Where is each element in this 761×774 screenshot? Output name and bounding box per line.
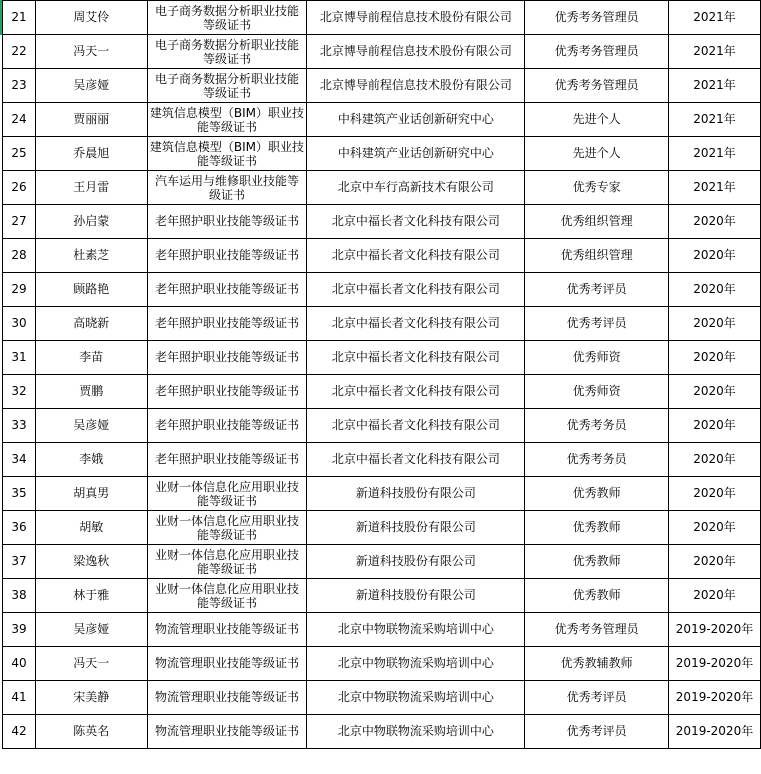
organization-cell[interactable]: 北京中福长者文化科技有限公司 [307, 273, 525, 307]
certificate-cell[interactable]: 老年照护职业技能等级证书 [147, 341, 307, 375]
table-row [3, 307, 761, 341]
year-cell[interactable]: 2019-2020年 [669, 613, 761, 647]
table-row [3, 1, 761, 35]
award-table [2, 0, 761, 749]
table-row [3, 103, 761, 137]
certificate-cell[interactable]: 建筑信息模型（BIM）职业技能等级证书 [147, 103, 307, 137]
table-row [3, 613, 761, 647]
certificate-cell[interactable]: 业财一体信息化应用职业技能等级证书 [147, 511, 307, 545]
year-cell[interactable]: 2020年 [669, 273, 761, 307]
name-cell[interactable]: 李娥 [35, 443, 147, 477]
certificate-cell[interactable]: 老年照护职业技能等级证书 [147, 239, 307, 273]
name-cell[interactable]: 顾路艳 [35, 273, 147, 307]
certificate-cell[interactable]: 电子商务数据分析职业技能等级证书 [147, 1, 307, 35]
year-cell[interactable]: 2019-2020年 [669, 647, 761, 681]
row-number-cell[interactable]: 22 [3, 35, 36, 69]
row-number-cell[interactable]: 40 [3, 647, 36, 681]
organization-cell[interactable]: 北京博导前程信息技术股份有限公司 [307, 35, 525, 69]
table-row [3, 341, 761, 375]
row-number-cell[interactable]: 41 [3, 681, 36, 715]
award-cell[interactable]: 优秀专家 [525, 171, 669, 205]
certificate-cell[interactable]: 业财一体信息化应用职业技能等级证书 [147, 545, 307, 579]
table-row [3, 35, 761, 69]
certificate-cell[interactable]: 业财一体信息化应用职业技能等级证书 [147, 477, 307, 511]
row-number-cell[interactable]: 23 [3, 69, 36, 103]
award-cell[interactable]: 优秀教师 [525, 477, 669, 511]
certificate-cell[interactable]: 电子商务数据分析职业技能等级证书 [147, 69, 307, 103]
name-cell[interactable]: 梁逸秋 [35, 545, 147, 579]
year-cell[interactable]: 2019-2020年 [669, 681, 761, 715]
organization-cell[interactable]: 新道科技股份有限公司 [307, 545, 525, 579]
year-cell[interactable]: 2021年 [669, 137, 761, 171]
award-cell[interactable]: 先进个人 [525, 103, 669, 137]
name-cell[interactable]: 乔晨旭 [35, 137, 147, 171]
name-cell[interactable]: 吴彦娅 [35, 69, 147, 103]
organization-cell[interactable]: 北京中物联物流采购培训中心 [307, 681, 525, 715]
row-number-cell[interactable]: 37 [3, 545, 36, 579]
organization-cell[interactable]: 北京中福长者文化科技有限公司 [307, 409, 525, 443]
organization-cell[interactable]: 北京中福长者文化科技有限公司 [307, 341, 525, 375]
row-number-cell[interactable]: 25 [3, 137, 36, 171]
award-cell[interactable]: 优秀考评员 [525, 273, 669, 307]
row-number-cell[interactable]: 35 [3, 477, 36, 511]
row-number-cell[interactable]: 29 [3, 273, 36, 307]
organization-cell[interactable]: 北京中物联物流采购培训中心 [307, 647, 525, 681]
name-cell[interactable]: 林于雅 [35, 579, 147, 613]
certificate-cell[interactable]: 业财一体信息化应用职业技能等级证书 [147, 579, 307, 613]
row-number-cell[interactable]: 31 [3, 341, 36, 375]
organization-cell[interactable]: 北京中福长者文化科技有限公司 [307, 205, 525, 239]
row-number-cell[interactable]: 21 [3, 1, 36, 35]
row-number-cell[interactable]: 42 [3, 715, 36, 749]
organization-cell[interactable]: 北京中福长者文化科技有限公司 [307, 375, 525, 409]
organization-cell[interactable]: 北京中车行高新技术有限公司 [307, 171, 525, 205]
year-cell[interactable]: 2020年 [669, 477, 761, 511]
table-row [3, 171, 761, 205]
table-row [3, 511, 761, 545]
year-cell[interactable]: 2020年 [669, 443, 761, 477]
certificate-cell[interactable]: 老年照护职业技能等级证书 [147, 307, 307, 341]
organization-cell[interactable]: 北京中福长者文化科技有限公司 [307, 443, 525, 477]
name-cell[interactable]: 胡真男 [35, 477, 147, 511]
award-cell[interactable]: 先进个人 [525, 137, 669, 171]
table-row [3, 715, 761, 749]
year-cell[interactable]: 2019-2020年 [669, 715, 761, 749]
award-cell[interactable]: 优秀师资 [525, 341, 669, 375]
row-number-cell[interactable]: 39 [3, 613, 36, 647]
row-number-cell[interactable]: 36 [3, 511, 36, 545]
organization-cell[interactable]: 新道科技股份有限公司 [307, 579, 525, 613]
table-row [3, 137, 761, 171]
certificate-cell[interactable]: 建筑信息模型（BIM）职业技能等级证书 [147, 137, 307, 171]
award-cell[interactable]: 优秀考务员 [525, 409, 669, 443]
name-cell[interactable]: 高晓新 [35, 307, 147, 341]
name-cell[interactable]: 贾鹏 [35, 375, 147, 409]
name-cell[interactable]: 冯天一 [35, 647, 147, 681]
row-number-cell[interactable]: 32 [3, 375, 36, 409]
year-cell[interactable]: 2020年 [669, 375, 761, 409]
certificate-cell[interactable]: 老年照护职业技能等级证书 [147, 443, 307, 477]
award-cell[interactable]: 优秀考务管理员 [525, 1, 669, 35]
certificate-cell[interactable]: 电子商务数据分析职业技能等级证书 [147, 35, 307, 69]
year-cell[interactable]: 2021年 [669, 35, 761, 69]
award-table-body [3, 1, 761, 749]
name-cell[interactable]: 陈英名 [35, 715, 147, 749]
row-number-cell[interactable]: 33 [3, 409, 36, 443]
table-row [3, 409, 761, 443]
year-cell[interactable]: 2021年 [669, 171, 761, 205]
row-number-cell[interactable]: 27 [3, 205, 36, 239]
table-row [3, 681, 761, 715]
table-row [3, 205, 761, 239]
certificate-cell[interactable]: 老年照护职业技能等级证书 [147, 205, 307, 239]
organization-cell[interactable]: 中科建筑产业话创新研究中心 [307, 137, 525, 171]
organization-cell[interactable]: 北京博导前程信息技术股份有限公司 [307, 69, 525, 103]
certificate-cell[interactable]: 老年照护职业技能等级证书 [147, 273, 307, 307]
table-row [3, 477, 761, 511]
award-cell[interactable]: 优秀教师 [525, 511, 669, 545]
row-number-cell[interactable]: 38 [3, 579, 36, 613]
row-number-cell[interactable]: 26 [3, 171, 36, 205]
award-cell[interactable]: 优秀教师 [525, 545, 669, 579]
award-cell[interactable]: 优秀组织管理 [525, 239, 669, 273]
award-cell[interactable]: 优秀考务管理员 [525, 69, 669, 103]
certificate-cell[interactable]: 物流管理职业技能等级证书 [147, 715, 307, 749]
organization-cell[interactable]: 新道科技股份有限公司 [307, 477, 525, 511]
table-row [3, 647, 761, 681]
table-row [3, 579, 761, 613]
award-cell[interactable]: 优秀考务管理员 [525, 35, 669, 69]
year-cell[interactable]: 2021年 [669, 69, 761, 103]
organization-cell[interactable]: 北京中物联物流采购培训中心 [307, 613, 525, 647]
name-cell[interactable]: 吴彦娅 [35, 613, 147, 647]
table-row [3, 239, 761, 273]
organization-cell[interactable]: 北京中物联物流采购培训中心 [307, 715, 525, 749]
year-cell[interactable]: 2020年 [669, 307, 761, 341]
row-number-cell[interactable]: 28 [3, 239, 36, 273]
year-cell[interactable]: 2020年 [669, 579, 761, 613]
organization-cell[interactable]: 北京中福长者文化科技有限公司 [307, 307, 525, 341]
year-cell[interactable]: 2020年 [669, 205, 761, 239]
organization-cell[interactable]: 北京博导前程信息技术股份有限公司 [307, 1, 525, 35]
organization-cell[interactable]: 北京中福长者文化科技有限公司 [307, 239, 525, 273]
row-number-cell[interactable]: 24 [3, 103, 36, 137]
award-cell[interactable]: 优秀考评员 [525, 715, 669, 749]
award-cell[interactable]: 优秀组织管理 [525, 205, 669, 239]
table-row [3, 69, 761, 103]
award-cell[interactable]: 优秀教辅教师 [525, 647, 669, 681]
certificate-cell[interactable]: 老年照护职业技能等级证书 [147, 375, 307, 409]
year-cell[interactable]: 2021年 [669, 103, 761, 137]
organization-cell[interactable]: 中科建筑产业话创新研究中心 [307, 103, 525, 137]
name-cell[interactable]: 孙启蒙 [35, 205, 147, 239]
name-cell[interactable]: 胡敏 [35, 511, 147, 545]
table-row [3, 545, 761, 579]
name-cell[interactable]: 王月雷 [35, 171, 147, 205]
certificate-cell[interactable]: 物流管理职业技能等级证书 [147, 613, 307, 647]
award-cell[interactable]: 优秀教师 [525, 579, 669, 613]
name-cell[interactable]: 杜素芝 [35, 239, 147, 273]
name-cell[interactable]: 冯天一 [35, 35, 147, 69]
certificate-cell[interactable]: 物流管理职业技能等级证书 [147, 647, 307, 681]
certificate-cell[interactable]: 物流管理职业技能等级证书 [147, 681, 307, 715]
year-cell[interactable]: 2021年 [669, 1, 761, 35]
award-cell[interactable]: 优秀考务管理员 [525, 613, 669, 647]
name-cell[interactable]: 吴彦娅 [35, 409, 147, 443]
organization-cell[interactable]: 新道科技股份有限公司 [307, 511, 525, 545]
certificate-cell[interactable]: 汽车运用与维修职业技能等级证书 [147, 171, 307, 205]
year-cell[interactable]: 2020年 [669, 409, 761, 443]
year-cell[interactable]: 2020年 [669, 239, 761, 273]
certificate-cell[interactable]: 老年照护职业技能等级证书 [147, 409, 307, 443]
row-number-cell[interactable]: 34 [3, 443, 36, 477]
table-row [3, 443, 761, 477]
name-cell[interactable]: 宋美静 [35, 681, 147, 715]
award-cell[interactable]: 优秀考评员 [525, 307, 669, 341]
year-cell[interactable]: 2020年 [669, 511, 761, 545]
name-cell[interactable]: 周艾伶 [35, 1, 147, 35]
award-cell[interactable]: 优秀师资 [525, 375, 669, 409]
table-row [3, 273, 761, 307]
award-cell[interactable]: 优秀考评员 [525, 681, 669, 715]
award-cell[interactable]: 优秀考务员 [525, 443, 669, 477]
name-cell[interactable]: 贾丽丽 [35, 103, 147, 137]
name-cell[interactable]: 李苗 [35, 341, 147, 375]
year-cell[interactable]: 2020年 [669, 545, 761, 579]
row-number-cell[interactable]: 30 [3, 307, 36, 341]
year-cell[interactable]: 2020年 [669, 341, 761, 375]
table-row [3, 375, 761, 409]
